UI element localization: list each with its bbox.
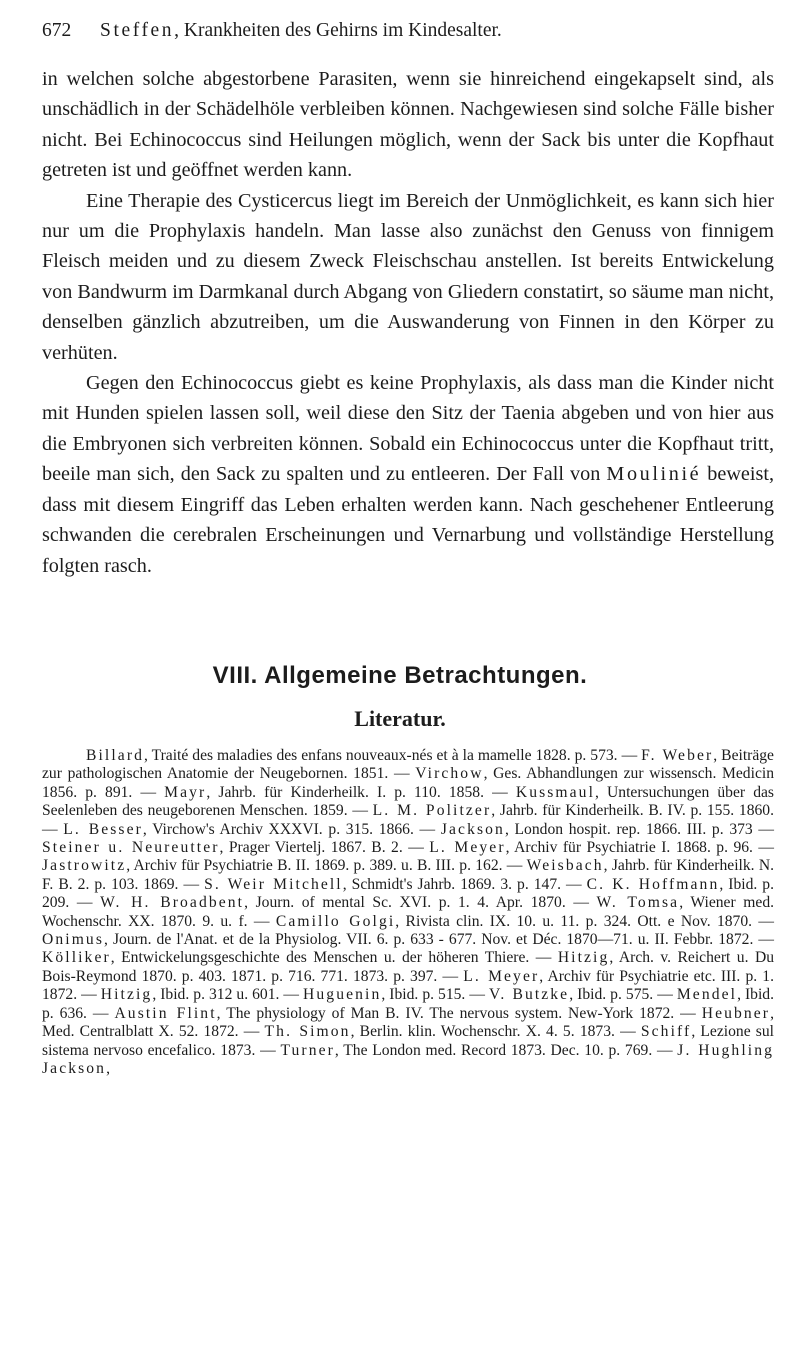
paragraph: Eine Therapie des Cysticercus liegt im Bereich der Unmöglichkeit, es kann sich hier nur um die Prophylaxis handeln. Man lasse also zunächst den Genuss von finnigem Fleisch meiden und zu diesem Zweck Fleischschau anstellen. Ist bereits Entwickelung von Bandwurm im Darmkanal durch Abgang von Gliedern constatirt, so säume man nicht, denselben gänzlich abzutreiben, um die Auswanderung von Finnen in den Körper zu verhüten. — [42, 189, 774, 364]
reference-author: Th. Simon — [264, 1023, 351, 1041]
reference-text: , Beiträge zur pathologischen Anatomie der Neugebornen. 1851. — — [42, 747, 774, 783]
paragraph: in welchen solche abgestorbene Parasiten, wenn sie hinreichend eingekapselt sind, als unschädlich in der Schädelhöle verbleiben können. Nachgewiesen sind solche Fälle bisher nicht. Bei Echinococcus sind Heilungen möglich, wenn der Sack bis unter die Kopfhaut getreten ist und geöffnet werden kann. — [42, 68, 774, 182]
reference-text: , Ibid. p. 515. — — [381, 986, 489, 1004]
reference-author: L. Meyer — [463, 967, 540, 985]
running-title-text: , Krankheiten des Gehirns im Kindesalter. — [174, 20, 502, 41]
reference-text: , Wiener med. Wochenschr. XX. 1870. 9. u. f. — — [42, 894, 775, 930]
reference-text: , — [106, 1059, 110, 1077]
main-text — [42, 64, 774, 581]
reference-author: W. H. Broadbent — [100, 894, 245, 912]
reference-author: Steiner u. Neureutter — [42, 839, 220, 857]
reference-text: , Jahrb. für Kinderheilk. B. IV. p. 155. 1860. — — [42, 802, 774, 838]
reference-author: Jackson — [440, 820, 505, 838]
reference-author: Billard — [86, 747, 145, 764]
reference-author: Heubner — [701, 1004, 771, 1022]
paragraph — [42, 368, 774, 581]
running-title — [100, 20, 502, 42]
reference-author: L. Besser — [63, 820, 143, 838]
reference-author: Austin Flint — [114, 1004, 217, 1022]
reference-author: Kölliker — [42, 949, 111, 967]
reference-text: , Rivista clin. IX. 10. u. 11. p. 324. Ott. e Nov. 1870. — — [395, 912, 775, 930]
reference-author: Mayr — [164, 783, 207, 801]
reference-author: Weisbach — [526, 857, 604, 875]
reference-text: , Virchow's Archiv XXXVI. p. 315. 1866. — — [142, 820, 441, 838]
reference-author: Hitzig — [557, 949, 610, 967]
literature-heading: Literatur. — [354, 706, 446, 731]
section-heading: VIII. Allgemeine Betrachtungen. — [212, 662, 588, 689]
reference-author: Kussmaul — [515, 783, 596, 801]
reference-text: , Journ. de l'Anat. et de la Physiolog. VII. 6. p. 633 - 677. Nov. et Déc. 1870—71. u. II. Febbr. 1872. — — [104, 931, 774, 949]
reference-text: , Med. Centralblatt X. 52. 1872. — — [42, 1004, 774, 1041]
reference-text: , Arch. v. Reichert u. Du Bois-Reymond 1870. p. 403. 1871. p. 716. 771. 1873. p. 397. — — [42, 949, 774, 985]
reference-text: , Ges. Abhandlungen zur wissensch. Medicin 1856. p. 891. — — [42, 765, 774, 801]
reference-author: W. Tomsa — [596, 894, 680, 912]
reference-author: Mendel — [676, 986, 738, 1004]
reference-author: Jastrowitz — [42, 857, 127, 875]
reference-text: , Lezione sul sistema nervoso encefalico. 1873. — — [42, 1023, 774, 1059]
reference-author: Onimus — [42, 931, 104, 949]
reference-text: , Ibid. p. 636. — — [42, 986, 774, 1022]
reference-text: , Traité des maladies des enfans nouveaux-nés et à la mamelle 1828. p. 573. — — [144, 747, 642, 764]
reference-author: L. Meyer — [429, 839, 506, 857]
reference-author: Virchow — [415, 765, 484, 783]
reference-list — [42, 747, 774, 1078]
paragraph-text: beweist, dass mit diesem Eingriff das Leben erhalten werden kann. Nach geschehener Entleerung schwanden die cerebralen Erscheinungen und Vernarbung und vollständige Herstellung folgten rasch. — [42, 463, 775, 577]
reference-text: , The London med. Record 1873. Dec. 10. p. 769. — — [334, 1041, 678, 1059]
page-number: 672 — [42, 20, 72, 41]
reference-text: , The physiology of Man B. IV. The nervous system. New-York 1872. — — [216, 1004, 702, 1022]
reference-text: , Ibid. p. 312 u. 601. — — [152, 986, 304, 1004]
reference-text: , Archiv für Psychiatrie I. 1868. p. 96. — — [505, 839, 774, 857]
reference-author: F. Weber — [641, 747, 714, 764]
paragraph-text: Gegen den Echinococcus giebt es keine Prophylaxis, als dass man die Kinder nicht mit Hunden spielen lassen soll, weil diese den Sitz der Taenia abgeben und von hier aus die Embryonen sich verbreiten können. Sobald ein Echinococcus unter die Kopfhaut tritt, beeile man sich, den Sack zu spalten und zu entleeren. Der Fall von — [42, 372, 774, 486]
reference-text: , Jahrb. für Kinderheilk. N. F. B. 2. p. 103. 1869. — — [42, 857, 775, 893]
reference-author: J. Hughling Jackson — [42, 1041, 774, 1077]
reference-text: , Schmidt's Jahrb. 1869. 3. p. 147. — — [342, 875, 587, 893]
running-header — [42, 14, 772, 44]
reference-text: , Ibid. p. 209. — — [42, 875, 774, 912]
reference-text: , Ibid. p. 575. — — [569, 986, 677, 1004]
reference-author: Hitzig — [100, 986, 153, 1004]
reference-text: , Archiv für Psychiatrie etc. III. p. 1. 1872. — — [42, 967, 774, 1004]
reference-text: , Entwickelungsgeschichte des Menschen u. der höheren Thiere. — — [110, 949, 558, 967]
reference-text: , Berlin. klin. Wochenschr. X. 4. 5. 1873. — — [350, 1023, 641, 1041]
reference-author: V. Butzke — [488, 986, 570, 1004]
reference-author: C. K. Hoffmann — [586, 875, 720, 893]
cited-author: Moulinié — [606, 463, 702, 486]
reference-text: , Archiv für Psychiatrie B. II. 1869. p. 389. u. B. III. p. 162. — — [126, 857, 527, 875]
reference-author: Camillo Golgi — [275, 912, 396, 930]
reference-text: , Jahrb. für Kinderheilk. I. p. 110. 1858. — — [206, 783, 516, 801]
reference-text: , Journ. of mental Sc. XVI. p. 1. 4. Apr. 1870. — — [244, 894, 597, 912]
reference-author: Schiff — [640, 1023, 692, 1041]
reference-author: Turner — [280, 1041, 335, 1059]
reference-text: , Untersuchungen über das Seelenleben des neugeborenen Menschen. 1859. — — [42, 783, 774, 820]
reference-text: , London hospit. rep. 1866. III. p. 373 — — [504, 820, 775, 838]
reference-author: S. Weir Mitchell — [204, 875, 343, 893]
reference-author: L. M. Politzer — [372, 802, 492, 820]
running-title-author: Steffen — [100, 20, 175, 41]
reference-author: Huguenin — [303, 986, 382, 1004]
reference-text: , Prager Viertelj. 1867. B. 2. — — [219, 839, 430, 857]
